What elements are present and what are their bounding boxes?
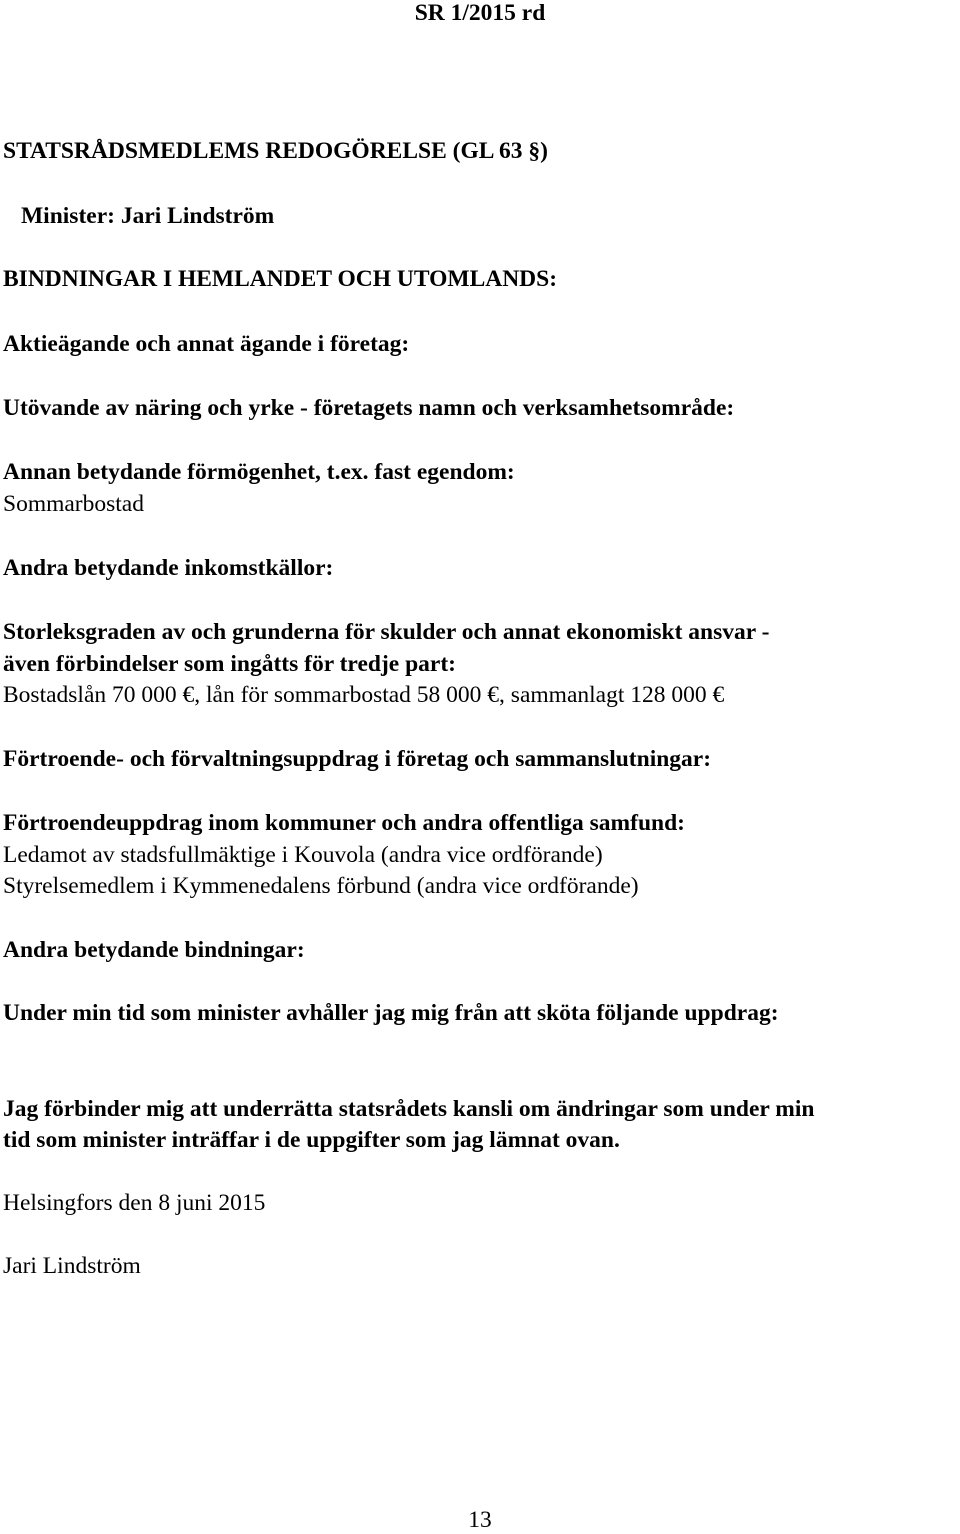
section-bindings-heading: BINDNINGAR I HEMLANDET OCH UTOMLANDS: [3,266,558,292]
document-title: STATSRÅDSMEDLEMS REDOGÖRELSE (GL 63 §) [3,138,548,164]
income-heading: Andra betydande inkomstkällor: [3,555,334,581]
refrain-heading: Under min tid som minister avhåller jag mig från att sköta följande uppdrag: [3,1000,779,1026]
page-number: 13 [468,1507,492,1533]
commitment-line-2: tid som minister inträffar i de uppgifter som jag lämnat ovan. [3,1127,620,1153]
shares-heading: Aktieägande och annat ägande i företag: [3,331,410,357]
property-value: Sommarbostad [3,491,144,517]
debts-heading-line-1: Storleksgraden av och grunderna för skulder och annat ekonomiskt ansvar - [3,619,770,645]
other-bindings-heading: Andra betydande bindningar: [3,937,305,963]
debts-heading-line-2: även förbindelser som ingåtts för tredje part: [3,651,456,677]
place-date: Helsingfors den 8 juni 2015 [3,1190,266,1216]
property-heading: Annan betydande förmögenhet, t.ex. fast egendom: [3,459,515,485]
signature-name: Jari Lindström [3,1253,141,1279]
public-item: Ledamot av stadsfullmäktige i Kouvola (andra vice ordförande) [3,842,603,868]
minister-line: Minister: Jari Lindström [21,203,275,229]
public-item: Styrelsemedlem i Kymmenedalens förbund (andra vice ordförande) [3,873,639,899]
debts-value: Bostadslån 70 000 €, lån för sommarbostad 58 000 €, sammanlagt 128 000 € [3,682,725,708]
commitment-line-1: Jag förbinder mig att underrätta statsrådets kansli om ändringar som under min [3,1096,815,1122]
document-code-header: SR 1/2015 rd [414,0,546,26]
business-heading: Utövande av näring och yrke - företagets namn och verksamhetsområde: [3,395,735,421]
public-heading: Förtroendeuppdrag inom kommuner och andra offentliga samfund: [3,810,685,836]
trust-heading: Förtroende- och förvaltningsuppdrag i företag och sammanslutningar: [3,746,712,772]
